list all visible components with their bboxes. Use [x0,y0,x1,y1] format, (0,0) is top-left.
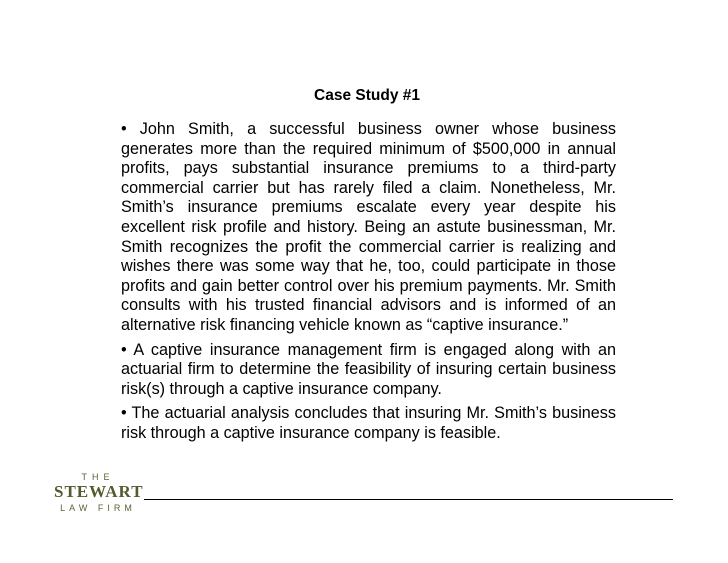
logo-name-text: STEWART [54,482,144,501]
bullet-paragraph-1: • John Smith, a successful business owner whose business generates more than the required minimum of $500,000 in annual profits, pays substantial insurance premiums to a third-party commercial carrier but has rarely filed a claim. Nonetheless, Mr. Smith’s insurance premiums escalate every year despite his excellent risk profile and history. Being an astute businessman, Mr. Smith recognizes the profit the commercial carrier is realizing and wishes there was some way that he, too, could participate in those profits and gain better control over his premium payments. Mr. Smith consults with his trusted financial advisors and is informed of an alternative risk financing vehicle known as “captive insurance.” [121,120,616,334]
page-title: Case Study #1 [314,87,420,104]
logo-tagline-text: LAW FIRM [60,503,136,513]
bullet-paragraph-3: • The actuarial analysis concludes that insuring Mr. Smith’s business risk through a captive insurance company is feasible. [121,404,616,442]
logo-the-text: THE [81,472,115,482]
footer-divider [144,499,673,500]
stewart-law-firm-logo [54,472,142,516]
bullet-paragraph-2: • A captive insurance management firm is engaged along with an actuarial firm to determine the feasibility of insuring certain business risk(s) through a captive insurance company. [121,340,616,398]
case-study-body [121,120,616,449]
